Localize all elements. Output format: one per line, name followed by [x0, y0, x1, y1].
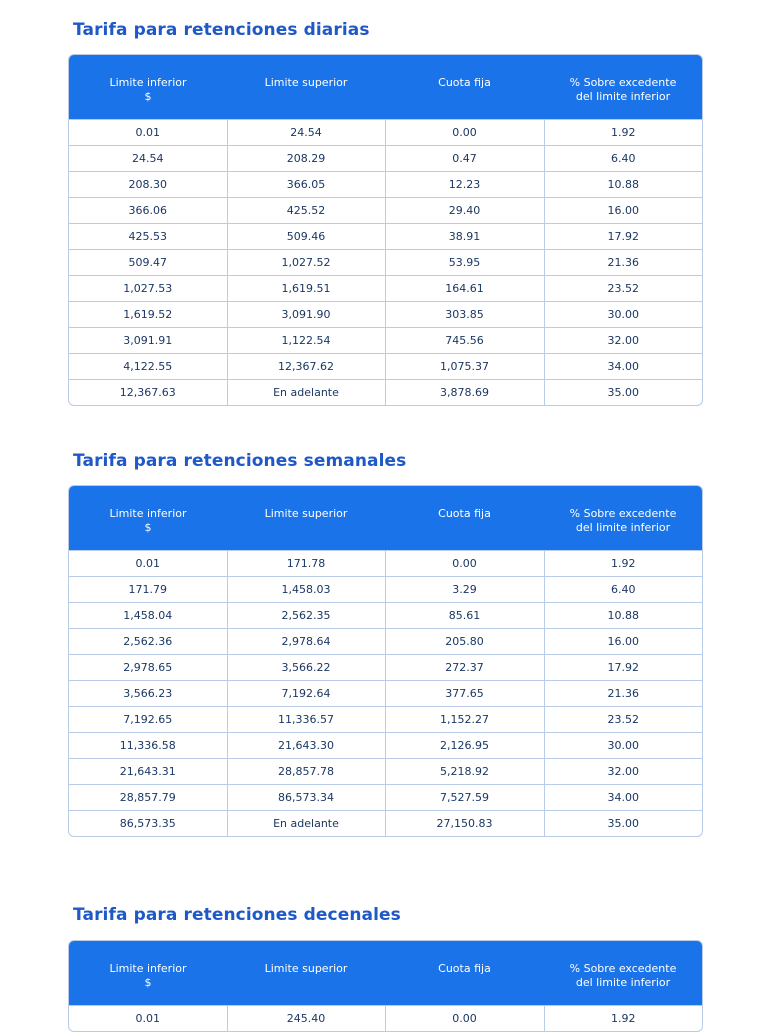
cell-percent-excess: 23.52 — [544, 276, 702, 302]
cell-percent-excess: 17.92 — [544, 224, 702, 250]
cell-lower-limit: 171.79 — [69, 577, 227, 603]
cell-upper-limit: 208.29 — [227, 146, 385, 172]
cell-fixed-fee: 205.80 — [385, 629, 544, 655]
table-row — [69, 250, 702, 276]
cell-fixed-fee: 12.23 — [385, 172, 544, 198]
cell-fixed-fee: 0.00 — [385, 551, 544, 577]
cell-lower-limit: 7,192.65 — [69, 707, 227, 733]
cell-percent-excess: 6.40 — [544, 146, 702, 172]
cell-percent-excess: 34.00 — [544, 354, 702, 380]
cell-percent-excess: 1.92 — [544, 1006, 702, 1032]
cell-fixed-fee: 7,527.59 — [385, 785, 544, 811]
table-row — [69, 785, 702, 811]
cell-upper-limit: 7,192.64 — [227, 681, 385, 707]
cell-lower-limit: 1,027.53 — [69, 276, 227, 302]
header-lower-limit: Limite inferior $ — [69, 486, 227, 551]
cell-percent-excess: 10.88 — [544, 603, 702, 629]
table-header-row — [69, 55, 702, 120]
cell-lower-limit: 28,857.79 — [69, 785, 227, 811]
table-row — [69, 707, 702, 733]
cell-fixed-fee: 164.61 — [385, 276, 544, 302]
cell-upper-limit: 2,562.35 — [227, 603, 385, 629]
cell-upper-limit: 12,367.62 — [227, 354, 385, 380]
table-diarias — [68, 54, 703, 406]
table-semanales — [68, 485, 703, 837]
table-row — [69, 551, 702, 577]
cell-percent-excess: 16.00 — [544, 629, 702, 655]
cell-lower-limit: 1,619.52 — [69, 302, 227, 328]
cell-fixed-fee: 303.85 — [385, 302, 544, 328]
cell-lower-limit: 21,643.31 — [69, 759, 227, 785]
cell-upper-limit: 1,619.51 — [227, 276, 385, 302]
cell-percent-excess: 1.92 — [544, 120, 702, 146]
cell-lower-limit: 1,458.04 — [69, 603, 227, 629]
table-row — [69, 120, 702, 146]
cell-fixed-fee: 0.47 — [385, 146, 544, 172]
cell-lower-limit: 509.47 — [69, 250, 227, 276]
cell-upper-limit: 245.40 — [227, 1006, 385, 1032]
table-decenales — [68, 940, 703, 1032]
rate-table — [69, 941, 702, 1031]
cell-lower-limit: 0.01 — [69, 1006, 227, 1032]
cell-percent-excess: 1.92 — [544, 551, 702, 577]
section-title-semanales: Tarifa para retenciones semanales — [73, 451, 407, 471]
cell-lower-limit: 24.54 — [69, 146, 227, 172]
cell-percent-excess: 23.52 — [544, 707, 702, 733]
cell-upper-limit: 1,122.54 — [227, 328, 385, 354]
cell-fixed-fee: 53.95 — [385, 250, 544, 276]
cell-lower-limit: 3,091.91 — [69, 328, 227, 354]
cell-percent-excess: 21.36 — [544, 681, 702, 707]
cell-percent-excess: 6.40 — [544, 577, 702, 603]
header-lower-limit: Limite inferior $ — [69, 941, 227, 1006]
table-row — [69, 811, 702, 837]
table-row — [69, 577, 702, 603]
cell-upper-limit: 366.05 — [227, 172, 385, 198]
cell-upper-limit: 509.46 — [227, 224, 385, 250]
cell-fixed-fee: 272.37 — [385, 655, 544, 681]
section-title-decenales: Tarifa para retenciones decenales — [73, 905, 401, 925]
table-row — [69, 276, 702, 302]
table-row — [69, 172, 702, 198]
header-percent-excess: % Sobre excedente del limite inferior — [544, 941, 702, 1006]
cell-lower-limit: 366.06 — [69, 198, 227, 224]
header-lower-limit: Limite inferior $ — [69, 55, 227, 120]
rate-table — [69, 486, 702, 836]
cell-lower-limit: 86,573.35 — [69, 811, 227, 837]
cell-upper-limit: 24.54 — [227, 120, 385, 146]
cell-percent-excess: 32.00 — [544, 759, 702, 785]
cell-lower-limit: 2,562.36 — [69, 629, 227, 655]
cell-fixed-fee: 1,075.37 — [385, 354, 544, 380]
rate-table — [69, 55, 702, 405]
cell-lower-limit: 425.53 — [69, 224, 227, 250]
cell-lower-limit: 3,566.23 — [69, 681, 227, 707]
cell-upper-limit: 21,643.30 — [227, 733, 385, 759]
cell-lower-limit: 208.30 — [69, 172, 227, 198]
cell-fixed-fee: 0.00 — [385, 1006, 544, 1032]
cell-fixed-fee: 1,152.27 — [385, 707, 544, 733]
header-upper-limit: Limite superior — [227, 486, 385, 551]
table-header-row — [69, 941, 702, 1006]
table-row — [69, 380, 702, 406]
cell-fixed-fee: 85.61 — [385, 603, 544, 629]
table-header-row — [69, 486, 702, 551]
table-row — [69, 759, 702, 785]
cell-fixed-fee: 5,218.92 — [385, 759, 544, 785]
cell-lower-limit: 11,336.58 — [69, 733, 227, 759]
cell-percent-excess: 30.00 — [544, 733, 702, 759]
cell-upper-limit: 171.78 — [227, 551, 385, 577]
cell-lower-limit: 0.01 — [69, 120, 227, 146]
header-percent-excess: % Sobre excedente del limite inferior — [544, 55, 702, 120]
table-row — [69, 681, 702, 707]
cell-upper-limit: 1,027.52 — [227, 250, 385, 276]
cell-upper-limit: 3,091.90 — [227, 302, 385, 328]
cell-fixed-fee: 3.29 — [385, 577, 544, 603]
cell-percent-excess: 10.88 — [544, 172, 702, 198]
table-row — [69, 629, 702, 655]
cell-percent-excess: 35.00 — [544, 380, 702, 406]
table-row — [69, 302, 702, 328]
cell-fixed-fee: 27,150.83 — [385, 811, 544, 837]
cell-upper-limit: 1,458.03 — [227, 577, 385, 603]
cell-fixed-fee: 745.56 — [385, 328, 544, 354]
table-row — [69, 354, 702, 380]
cell-percent-excess: 17.92 — [544, 655, 702, 681]
cell-percent-excess: 32.00 — [544, 328, 702, 354]
cell-upper-limit: 28,857.78 — [227, 759, 385, 785]
table-row — [69, 733, 702, 759]
cell-upper-limit: 86,573.34 — [227, 785, 385, 811]
cell-fixed-fee: 2,126.95 — [385, 733, 544, 759]
cell-lower-limit: 0.01 — [69, 551, 227, 577]
cell-percent-excess: 35.00 — [544, 811, 702, 837]
cell-fixed-fee: 377.65 — [385, 681, 544, 707]
table-row — [69, 655, 702, 681]
table-row — [69, 146, 702, 172]
header-upper-limit: Limite superior — [227, 55, 385, 120]
table-row — [69, 224, 702, 250]
header-fixed-fee: Cuota fija — [385, 55, 544, 120]
cell-lower-limit: 12,367.63 — [69, 380, 227, 406]
cell-upper-limit: 2,978.64 — [227, 629, 385, 655]
cell-lower-limit: 4,122.55 — [69, 354, 227, 380]
cell-upper-limit: En adelante — [227, 811, 385, 837]
header-percent-excess: % Sobre excedente del limite inferior — [544, 486, 702, 551]
cell-percent-excess: 30.00 — [544, 302, 702, 328]
cell-upper-limit: 425.52 — [227, 198, 385, 224]
cell-upper-limit: 3,566.22 — [227, 655, 385, 681]
cell-upper-limit: En adelante — [227, 380, 385, 406]
cell-upper-limit: 11,336.57 — [227, 707, 385, 733]
cell-fixed-fee: 0.00 — [385, 120, 544, 146]
cell-percent-excess: 16.00 — [544, 198, 702, 224]
cell-percent-excess: 21.36 — [544, 250, 702, 276]
cell-fixed-fee: 3,878.69 — [385, 380, 544, 406]
table-row — [69, 328, 702, 354]
section-title-diarias: Tarifa para retenciones diarias — [73, 20, 370, 40]
cell-percent-excess: 34.00 — [544, 785, 702, 811]
header-upper-limit: Limite superior — [227, 941, 385, 1006]
cell-lower-limit: 2,978.65 — [69, 655, 227, 681]
header-fixed-fee: Cuota fija — [385, 486, 544, 551]
cell-fixed-fee: 38.91 — [385, 224, 544, 250]
cell-fixed-fee: 29.40 — [385, 198, 544, 224]
table-row — [69, 1006, 702, 1032]
table-row — [69, 603, 702, 629]
header-fixed-fee: Cuota fija — [385, 941, 544, 1006]
table-row — [69, 198, 702, 224]
